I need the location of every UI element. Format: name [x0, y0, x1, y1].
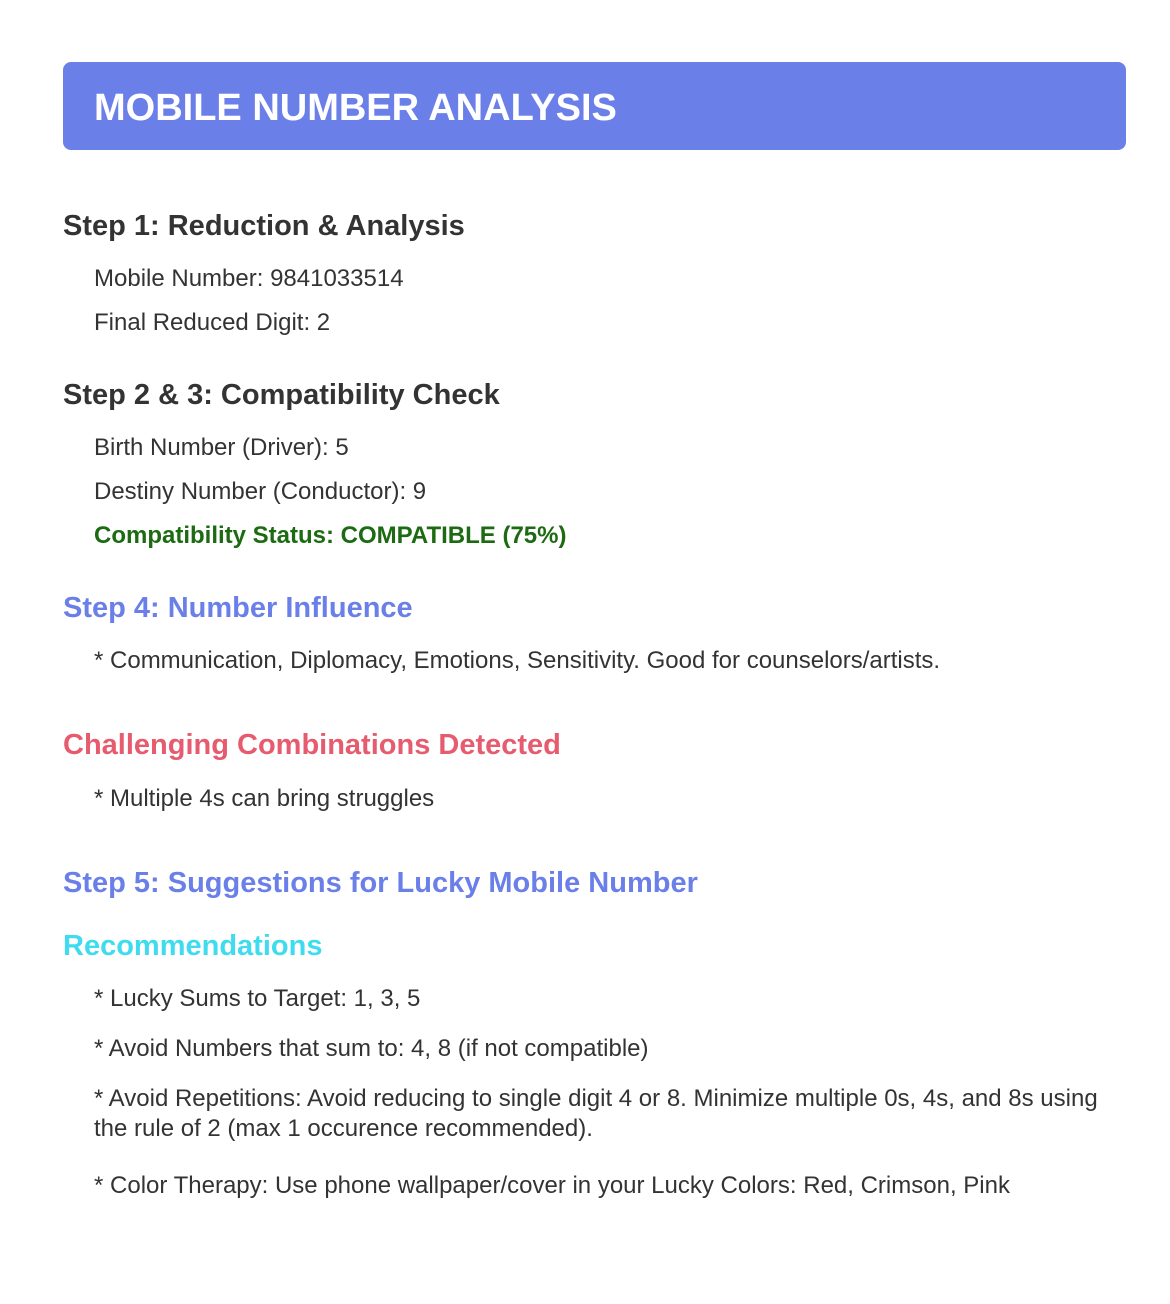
step5-heading: Step 5: Suggestions for Lucky Mobile Number [63, 867, 698, 899]
number-influence: * Communication, Diplomacy, Emotions, Sensitivity. Good for counselors/artists. [94, 647, 941, 674]
destiny-number: Destiny Number (Conductor): 9 [94, 478, 427, 505]
step23-heading: Step 2 & 3: Compatibility Check [63, 379, 500, 411]
challenging-item: * Multiple 4s can bring struggles [94, 785, 435, 812]
recommendation-item: * Lucky Sums to Target: 1, 3, 5 [94, 985, 421, 1012]
step4-heading: Step 4: Number Influence [63, 592, 413, 624]
title-banner [63, 62, 1126, 150]
recommendation-item: * Avoid Repetitions: Avoid reducing to single digit 4 or 8. Minimize multiple 0s, 4s, and 8s using the rule of 2 (max 1 occurence recommended). [94, 1085, 1098, 1142]
recommendation-item: * Avoid Numbers that sum to: 4, 8 (if not compatible) [94, 1035, 649, 1062]
recommendation-item: * Color Therapy: Use phone wallpaper/cover in your Lucky Colors: Red, Crimson, Pink [94, 1172, 1010, 1199]
step1-heading: Step 1: Reduction & Analysis [63, 210, 465, 242]
final-reduced-digit: Final Reduced Digit: 2 [94, 309, 331, 336]
compatibility-status: Compatibility Status: COMPATIBLE (75%) [94, 522, 567, 549]
recommendations-heading: Recommendations [63, 930, 323, 962]
mobile-number: Mobile Number: 9841033514 [94, 265, 404, 292]
page-title: MOBILE NUMBER ANALYSIS [94, 87, 617, 129]
birth-number: Birth Number (Driver): 5 [94, 434, 349, 461]
challenging-heading: Challenging Combinations Detected [63, 729, 561, 761]
